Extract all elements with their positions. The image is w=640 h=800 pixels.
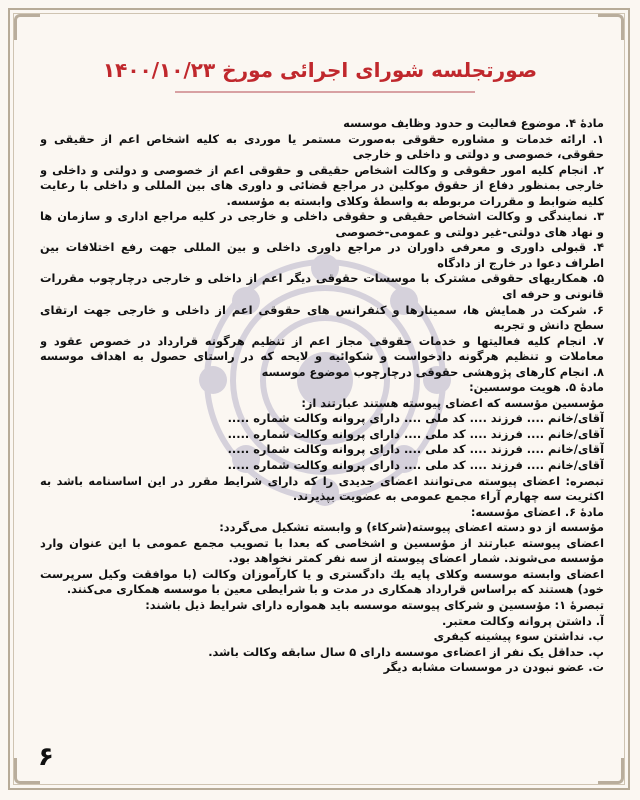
body-line: ت. عضو نبودن در موسسات مشابه دیگر [383, 660, 604, 675]
body-line: قانونی و حرفه ای [502, 287, 604, 302]
body-line: ب. نداشتن سوء پیشینه کیفری [433, 629, 604, 644]
body-line: آقای/خانم .... فرزند .... کد ملی .... دارای پروانه وکالت شماره ..... [227, 442, 604, 457]
body-line: مؤسسه از دو دسته اعضای پیوسته(شرکاء) و وابسته تشکیل می‌گردد: [219, 520, 604, 535]
document-body [40, 116, 604, 676]
body-line: آقای/خانم .... فرزند .... کد ملی .... دارای پروانه وکالت شماره ..... [227, 458, 604, 473]
body-line: ۴. قبولی داوری و معرفی داوران در مراجع داوری داخلی و بین المللی جهت رفع اختلافات بین [40, 240, 604, 255]
body-line: حقوقی، خصوصی و دولتی و داخلی و خارجی [352, 147, 604, 162]
body-line: مادهٔ ۵. هویت موسسین: [469, 380, 604, 395]
body-line: مؤسسین مؤسسه که اعضای پیوسته هستند عبارتند از: [301, 395, 604, 410]
body-line: مادهٔ ۶. اعضای مؤسسه: [470, 504, 604, 519]
body-line: ۳. نمایندگی و وکالت اشخاص حقیقی و حقوقی داخلی و خارجی در کلیه مراجع اداری و سازمان ها [40, 209, 604, 224]
body-line: خود) هستند که براساس قرارداد همکاری در مدت و با شرایطی معین با موسسه همکاری می‌کنند. [66, 582, 604, 597]
body-line: کلیه ضوابط و مقررات مربوطه به واسطهٔ وکلای وابسته به مؤسسه. [226, 193, 604, 208]
body-line: سطح دانش و تجربه [493, 318, 604, 333]
page-number: ۶ [38, 742, 54, 772]
body-line: اطراف دعوا در خارج از دادگاه [437, 255, 604, 270]
body-line: اکثریت سه چهارم آراء مجمع عمومی به عضویت بپذیرند. [292, 489, 604, 504]
body-line: ۵. همکاریهای حقوقی مشترک با موسسات حقوقی دیگر اعم از داخلی و خارجی درچارچوب مقررات [40, 271, 604, 286]
body-line: آ. داشتن پروانه وکالت معتبر. [442, 613, 604, 628]
body-line: خارجی بمنظور دفاع از حقوق موکلین در مراجع قضائی و داوری های بین المللی و داخلی با رعایت [40, 178, 604, 193]
body-line: ۱. ارائه خدمات و مشاوره حقوقی به‌صورت مستمر یا موردی به کلیه اشخاص اعم از حقیقی و [40, 131, 604, 146]
body-line: آقای/خانم .... فرزند .... کد ملی .... دارای پروانه وکالت شماره ..... [227, 411, 604, 426]
body-line: مؤسسه می‌شوند. شمار اعضای پیوسته از سه نفر کمتر نخواهد بود. [228, 551, 604, 566]
body-line: پ. حداقل یک نفر از اعضاءی موسسه دارای ۵ سال سابقه وکالت باشد. [208, 644, 604, 659]
body-line: آقای/خانم .... فرزند .... کد ملی .... دارای پروانه وکالت شماره ..... [227, 426, 604, 441]
body-line: تبصره: اعضای پیوسته می‌توانند اعضای جدیدی را که دارای شرایط مقرر در این اساسنامه باشد به [40, 473, 604, 488]
title-divider [175, 91, 475, 93]
body-line: اعضای پیوسته عبارتند از مؤسسین و اشخاصی که بعدا با تصویب مجمع عمومی با این عنوان وارد [40, 535, 604, 550]
document-title: صورتجلسه شورای اجرائی مورخ ۱۴۰۰/۱۰/۲۳ [102, 58, 538, 82]
body-line: ۲. انجام کلیه امور حقوقی و وکالت اشخاص حقیقی و حقوقی اعم از خصوصی و دولتی و داخلی و [40, 162, 604, 177]
body-line: اعضای وابسته موسسه وکلای پایه یك دادگستری و یا کارآموزان وکالت (با موافقت وکیل سرپرست [40, 566, 604, 581]
body-line: ۶. شرکت در همایش ها، سمینارها و کنفرانس های حقوقی اعم از داخلی و خارجی جهت ارتقای [40, 302, 604, 317]
body-line: معاملات و تنظیم هرگونه دادخواست و شکوائیه و لایحه که در راستای حصول به اهداف موسسه [40, 349, 604, 364]
body-line: و نهاد های دولتی-غیر دولتی و عمومی-خصوصی [335, 224, 604, 239]
body-line: ۸. انجام کارهای پژوهشی حقوقی درچارچوب موضوع موسسه [261, 364, 604, 379]
body-line: ۷. انجام کلیه فعالیتها و خدمات حقوقی مجاز اعم از تنظیم هرگونه قرارداد در خصوص عقود و [40, 333, 604, 348]
body-line: مادهٔ ۴. موضوع فعالیت و حدود وظایف موسسه [343, 116, 604, 130]
body-line: تبصرهٔ ۱: مؤسسین و شرکای پیوسته موسسه باید همواره دارای شرایط ذیل باشند: [145, 597, 604, 612]
